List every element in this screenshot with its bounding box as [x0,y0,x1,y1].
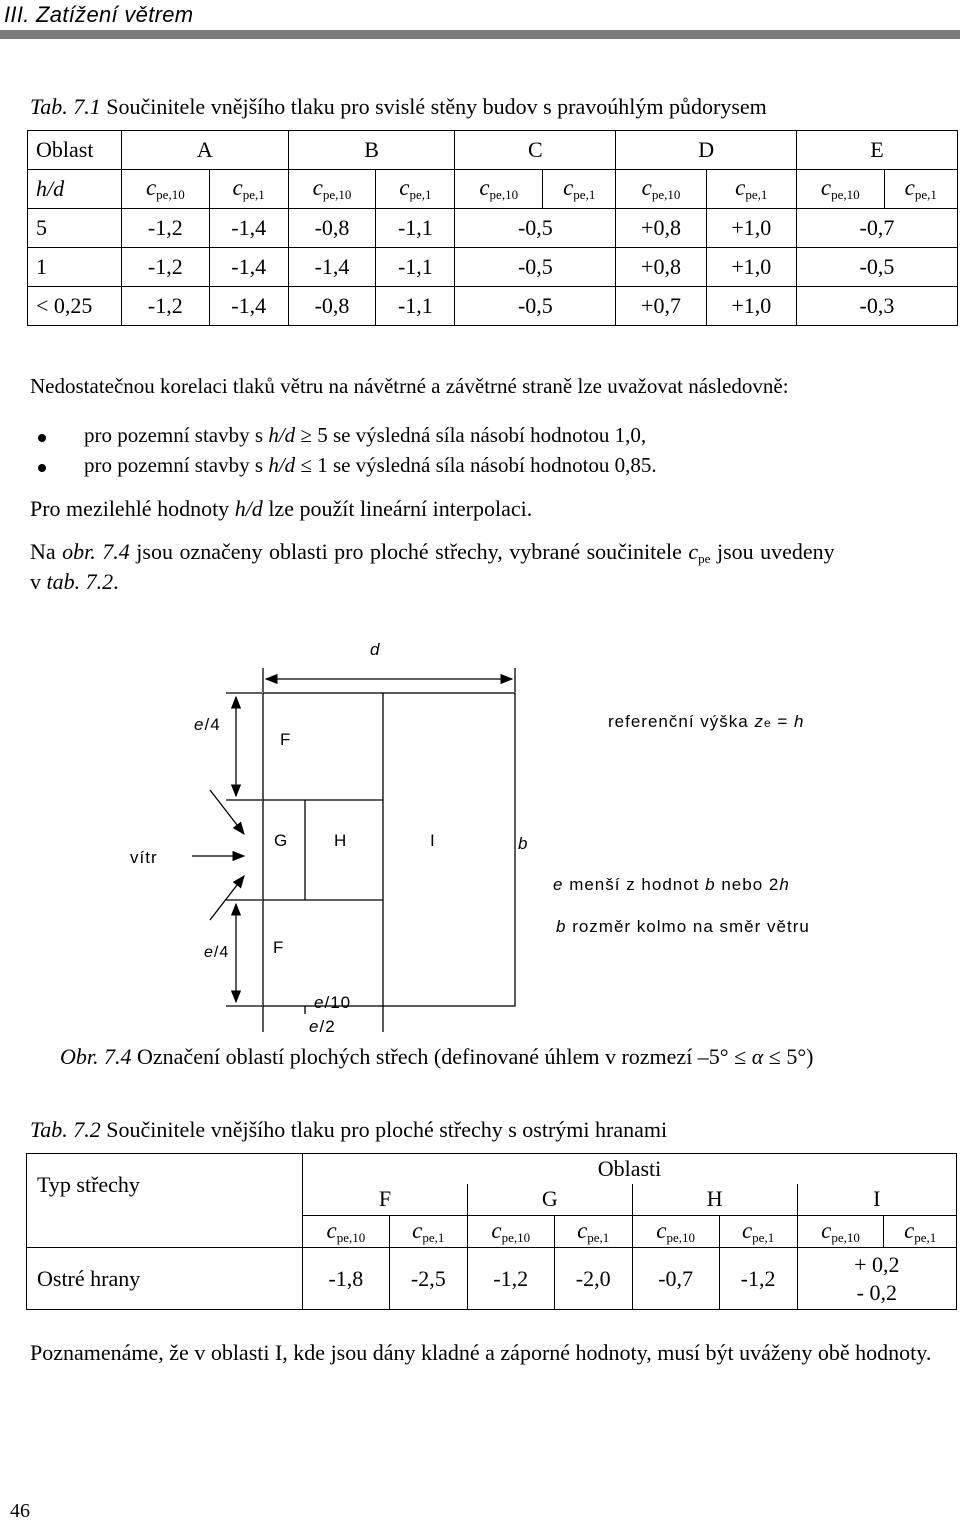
table-row: F G H I [27,1184,957,1216]
zone-H: H [334,831,348,850]
chapter-title: III. Zatížení větrem [4,2,194,27]
page-number: 46 [10,1500,30,1522]
bullet-item-2: pro pozemní stavby s h/d ≤ 1 se výsledná síla násobí hodnotou 0,85. [84,453,657,477]
table-row: 1 -1,2 -1,4 -1,4 -1,1 -0,5 +0,8 +1,0 -0,5 [28,248,958,287]
bullet-icon [38,464,46,472]
roof-zones-diagram [0,630,960,1040]
table2 [26,1153,957,1310]
table-row: h/d $c_{pe,10}$ $c_{pe,1}$ $c_{pe,10}$ $c_{pe,1}$ $c_{pe,10}$ $c_{pe,1}$ $c_{pe,10}$ $c_{pe,1}$ $c_{pe,10}$ $c_{pe,1}$ [28,170,958,209]
zone-G: G [274,831,289,850]
paragraph-figure-ref-line2: v tab. 7.2. [30,569,119,594]
dimension-d-label: d [370,640,381,659]
dimension-e2-label: e/2 [309,1017,336,1036]
note-e-definition: e menší z hodnot b nebo 2h [553,875,790,894]
dimension-e4-bottom-label: e/4 [204,944,230,961]
table-row: 5 -1,2 -1,4 -0,8 -1,1 -0,5 +0,8 +1,0 -0,7 [28,209,958,248]
zone-F-top: F [280,730,292,749]
table-row: Oblast A B C D E [28,131,958,170]
page-header [0,0,960,40]
value-I-minus: - 0,2 [856,1279,897,1305]
value-I-plus: + 0,2 [854,1251,900,1277]
bullet-icon [38,434,46,442]
header-rule [0,30,960,39]
reference-height-label: referenční výška ze = h [608,712,805,731]
paragraph-figure-ref: Na obr. 7.4 jsou označeny oblasti pro ploché střechy, vybrané součinitele $c_{pe}$ jsou uvedeny [30,539,835,566]
table1-caption: Tab. 7.1 Součinitele vnějšího tlaku pro svislé stěny budov s pravoúhlým půdorysem [30,94,767,119]
table1 [27,130,958,326]
footnote-paragraph: Poznamenáme, že v oblasti I, kde jsou dány kladné a záporné hodnoty, musí být uváženy obě hodnoty. [30,1340,932,1365]
figure-caption: Obr. 7.4 Označení oblastí plochých střech (definované úhlem v rozmezí –5° ≤ α ≤ 5°) [60,1044,814,1069]
table2-caption: Tab. 7.2 Součinitele vnějšího tlaku pro ploché střechy s ostrými hranami [30,1117,668,1142]
zone-F-bottom: F [273,938,285,957]
paragraph-interpolation: Pro mezilehlé hodnoty h/d lze použít lineární interpolaci. [30,496,533,521]
dimension-e4-top-label: e/4 [194,715,221,734]
table-row: $c_{pe,10}$ $c_{pe,1}$ $c_{pe,10}$ $c_{pe,1}$ $c_{pe,10}$ $c_{pe,1}$ $c_{pe,10}$ $c_{pe,1}$ [27,1216,957,1248]
table-row: Ostré hrany -1,8 -2,5 -1,2 -2,0 -0,7 -1,2 + 0,2 - 0,2 [27,1248,957,1310]
table-row: Typ střechy Oblasti [27,1154,957,1184]
table-row: < 0,25 -1,2 -1,4 -0,8 -1,1 -0,5 +0,7 +1,0 -0,3 [28,287,958,326]
paragraph-correlation: Nedostatečnou korelaci tlaků větru na návětrné a závětrné straně lze uvažovat následovně: [30,374,789,398]
wind-label: vítr [130,848,158,867]
bullet-item-1: pro pozemní stavby s h/d ≥ 5 se výsledná síla násobí hodnotou 1,0, [84,423,647,447]
note-b-definition: b rozměr kolmo na směr větru [556,917,810,936]
dimension-b-label: b [518,834,529,853]
zone-I: I [430,831,436,850]
dimension-e10-label: e/10 [314,993,352,1012]
